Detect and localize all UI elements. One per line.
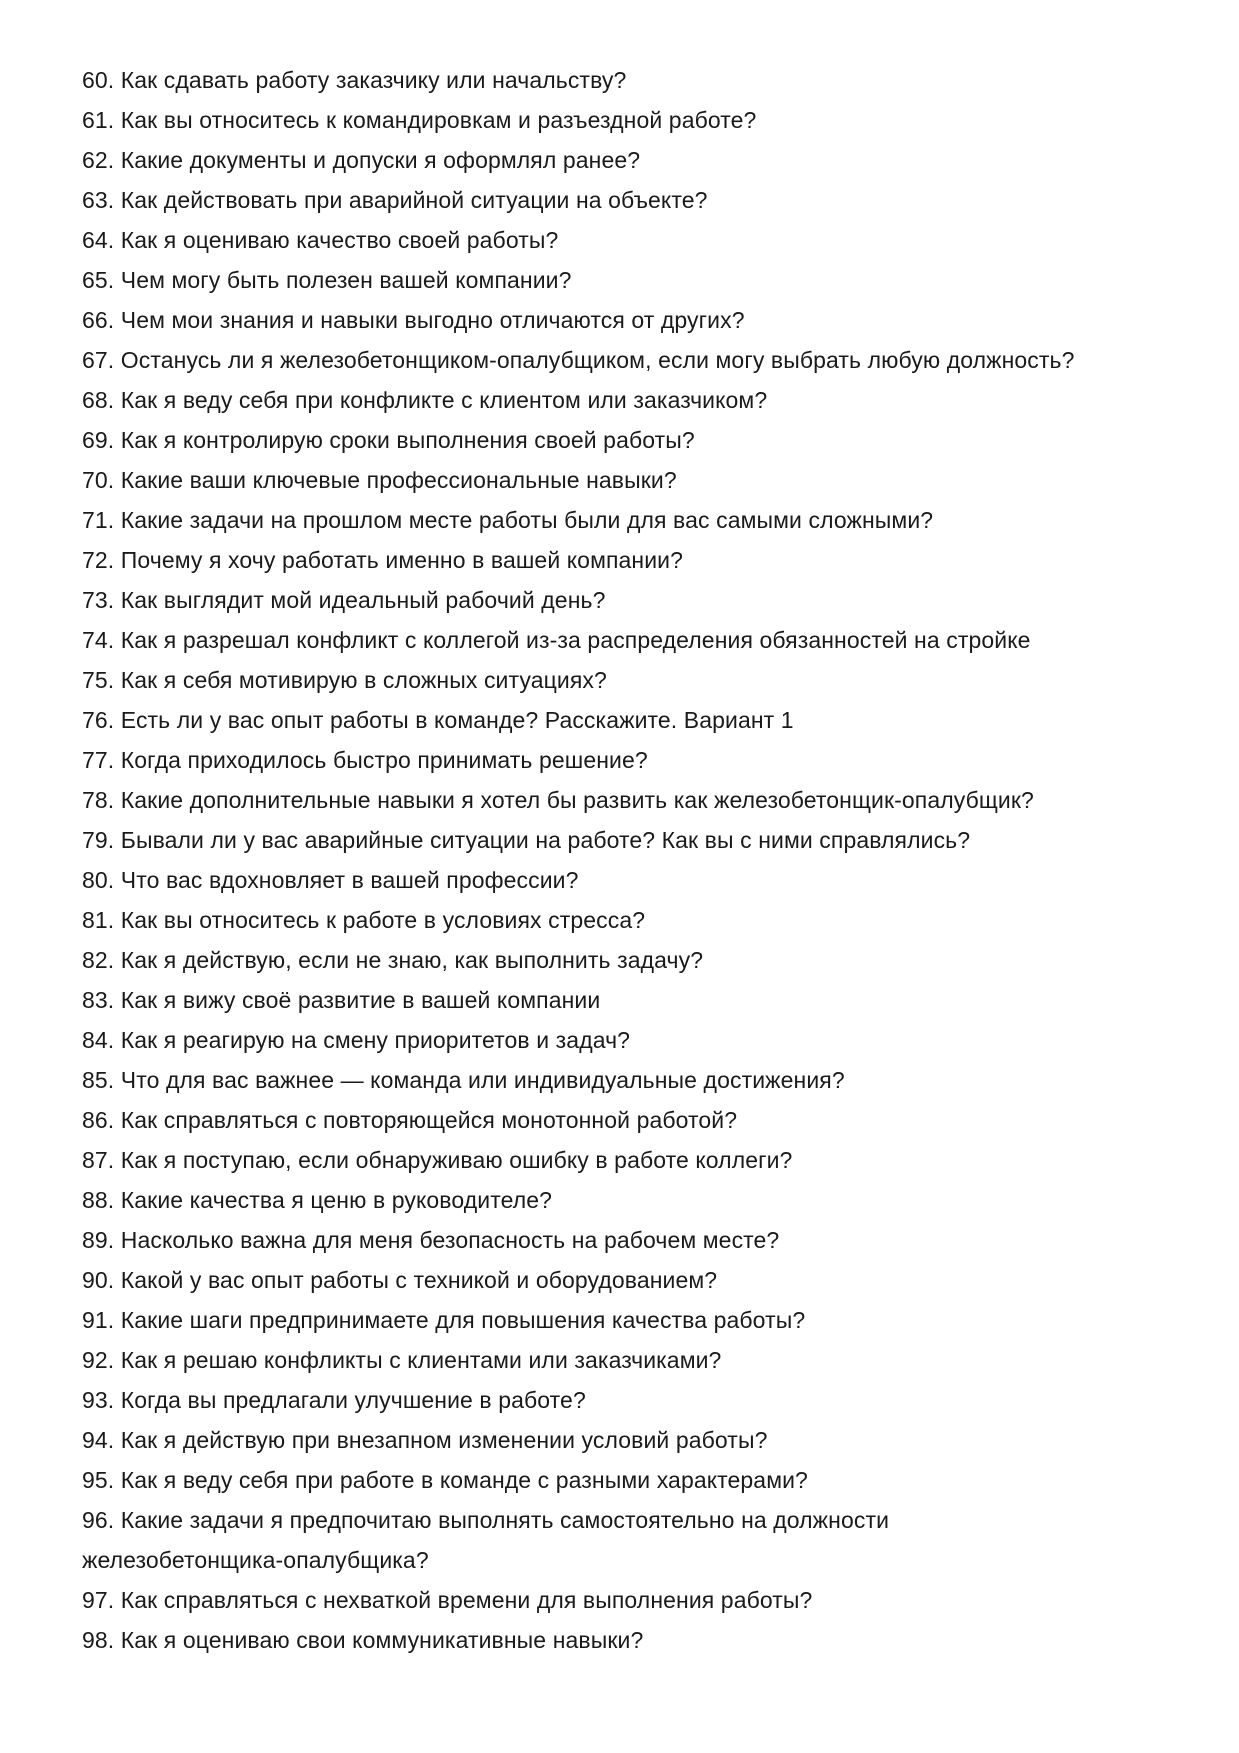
list-item: 69. Как я контролирую сроки выполнения своей работы? [82,427,695,453]
list-item: 88. Какие качества я ценю в руководителе? [82,1187,553,1213]
list-item: 98. Как я оцениваю свои коммуникативные навыки? [82,1627,644,1653]
list-item: 83. Как я вижу своё развитие в вашей компании [82,987,601,1013]
list-item: 71. Какие задачи на прошлом месте работы были для вас самыми сложными? [82,507,934,533]
list-item: 81. Как вы относитесь к работе в условиях стресса? [82,907,646,933]
list-item: 77. Когда приходилось быстро принимать решение? [82,747,648,773]
list-item: 64. Как я оцениваю качество своей работы? [82,227,559,253]
document-page [82,60,1182,1660]
list-item: 89. Насколько важна для меня безопасность на рабочем месте? [82,1227,780,1253]
list-item: 66. Чем мои знания и навыки выгодно отличаются от других? [82,307,745,333]
list-item: 75. Как я себя мотивирую в сложных ситуациях? [82,667,607,693]
list-item: 91. Какие шаги предпринимаете для повышения качества работы? [82,1307,806,1333]
list-item: 82. Как я действую, если не знаю, как выполнить задачу? [82,947,704,973]
list-item: 79. Бывали ли у вас аварийные ситуации на работе? Как вы с ними справлялись? [82,827,971,853]
list-item: 95. Как я веду себя при работе в команде с разными характерами? [82,1467,808,1493]
question-list [82,60,1182,1660]
list-item: 70. Какие ваши ключевые профессиональные навыки? [82,467,677,493]
list-item: 85. Что для вас важнее — команда или индивидуальные достижения? [82,1067,845,1093]
list-item: 74. Как я разрешал конфликт с коллегой из-за распределения обязанностей на стройке [82,627,1031,653]
list-item: 96. Какие задачи я предпочитаю выполнять самостоятельно на должности железобетонщика-опалубщика? [82,1507,890,1573]
list-item: 67. Останусь ли я железобетонщиком-опалубщиком, если могу выбрать любую должность? [82,347,1075,373]
list-item: 73. Как выглядит мой идеальный рабочий день? [82,587,606,613]
list-item: 87. Как я поступаю, если обнаруживаю ошибку в работе коллеги? [82,1147,793,1173]
list-item: 92. Как я решаю конфликты с клиентами или заказчиками? [82,1347,722,1373]
list-item: 90. Какой у вас опыт работы с техникой и оборудованием? [82,1267,718,1293]
list-item: 62. Какие документы и допуски я оформлял ранее? [82,147,641,173]
list-item: 94. Как я действую при внезапном изменении условий работы? [82,1427,768,1453]
list-item: 86. Как справляться с повторяющейся монотонной работой? [82,1107,738,1133]
list-item: 60. Как сдавать работу заказчику или начальству? [82,67,627,93]
list-item: 76. Есть ли у вас опыт работы в команде? Расскажите. Вариант 1 [82,707,794,733]
list-item: 80. Что вас вдохновляет в вашей профессии? [82,867,579,893]
list-item: 97. Как справляться с нехваткой времени для выполнения работы? [82,1587,813,1613]
list-item: 72. Почему я хочу работать именно в вашей компании? [82,547,684,573]
list-item: 93. Когда вы предлагали улучшение в работе? [82,1387,586,1413]
list-item: 63. Как действовать при аварийной ситуации на объекте? [82,187,708,213]
list-item: 78. Какие дополнительные навыки я хотел бы развить как железобетонщик-опалубщик? [82,787,1034,813]
list-item: 84. Как я реагирую на смену приоритетов и задач? [82,1027,631,1053]
list-item: 61. Как вы относитесь к командировкам и разъездной работе? [82,107,757,133]
list-item: 68. Как я веду себя при конфликте с клиентом или заказчиком? [82,387,768,413]
list-item: 65. Чем могу быть полезен вашей компании? [82,267,572,293]
